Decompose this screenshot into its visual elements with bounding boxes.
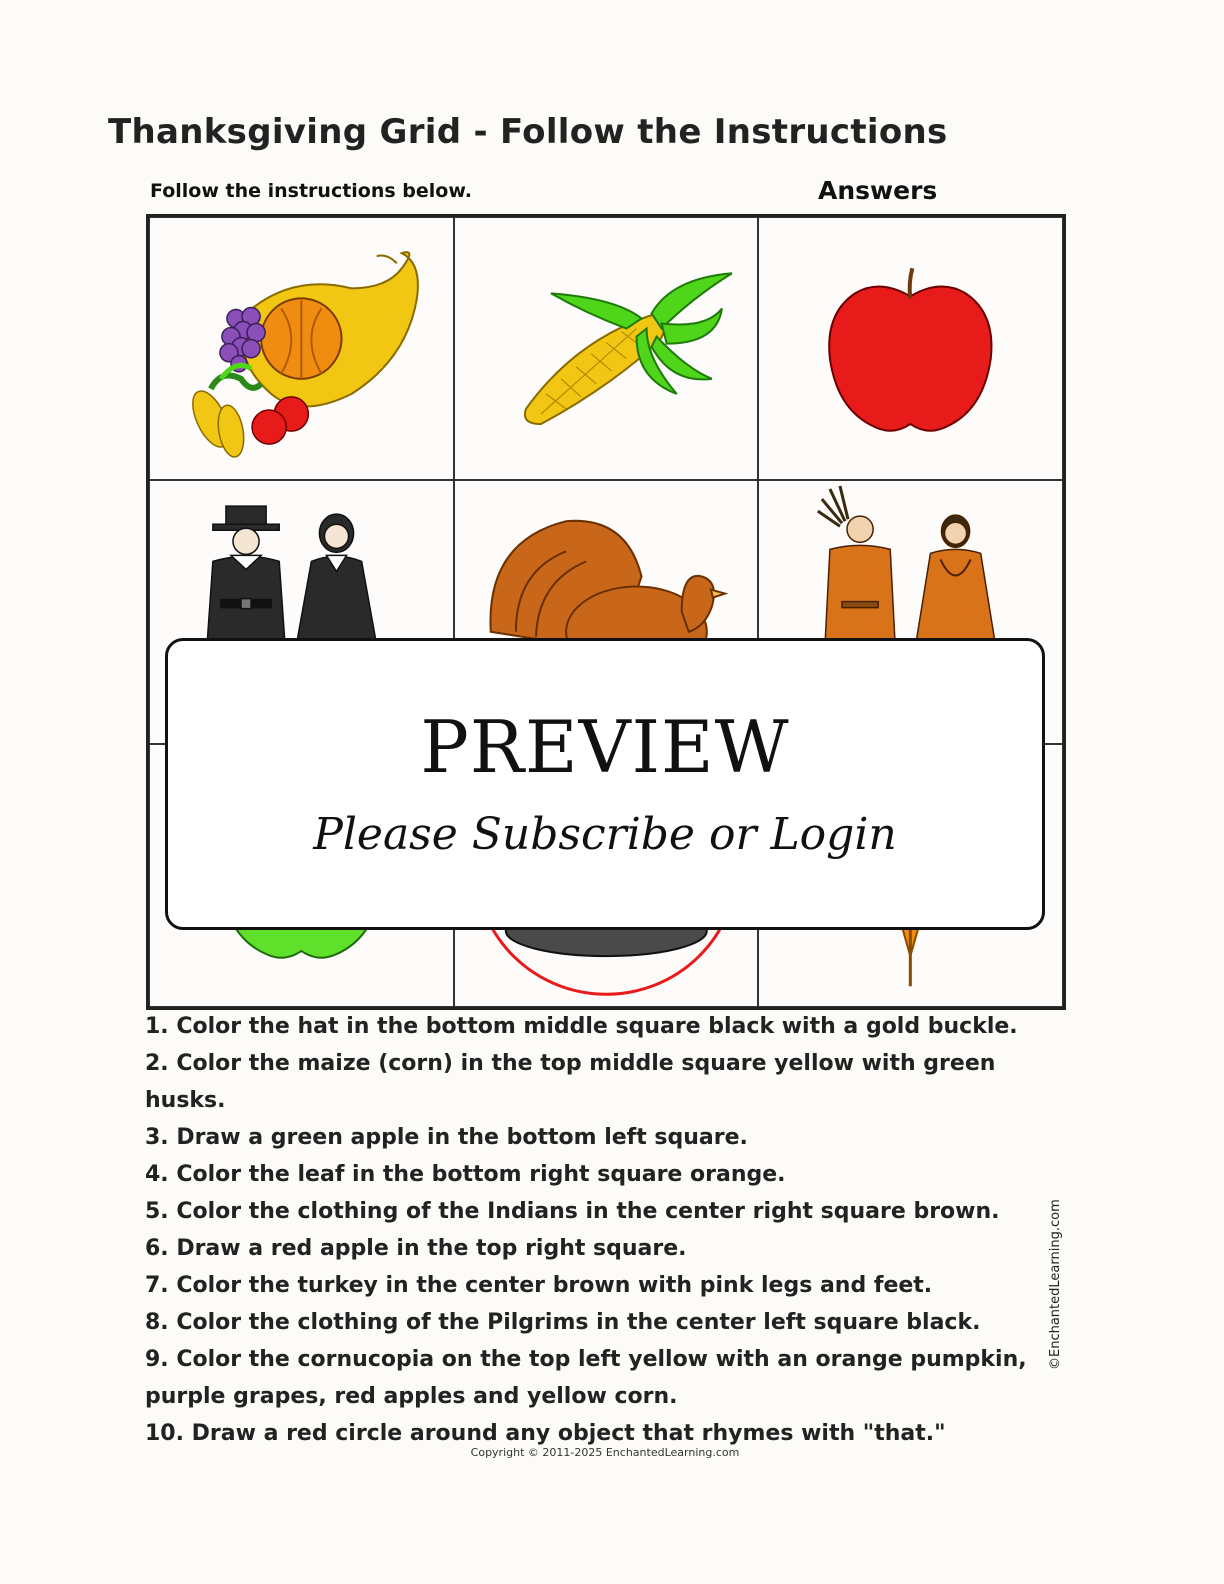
instruction-item: 3. Draw a green apple in the bottom left square. [145, 1125, 748, 1150]
subscribe-login-prompt[interactable]: Please Subscribe or Login [313, 809, 897, 860]
instruction-item: 10. Draw a red circle around any object that rhymes with "that." [145, 1421, 946, 1446]
instruction-item: 2. Color the maize (corn) in the top middle square yellow with green husks. [145, 1051, 996, 1113]
instructions-list [145, 1008, 1045, 1452]
instruction-item: 1. Color the hat in the bottom middle square black with a gold buckle. [145, 1014, 1018, 1039]
cell-red-apple [758, 217, 1063, 480]
instruction-item: 8. Color the clothing of the Pilgrims in the center left square black. [145, 1310, 981, 1335]
side-credit: ©EnchantedLearning.com [1048, 1199, 1063, 1370]
answers-label: Answers [818, 176, 938, 205]
maize-illustration [455, 218, 758, 479]
cornucopia-illustration [150, 218, 453, 479]
preview-overlay[interactable] [165, 638, 1045, 930]
red-apple-illustration [759, 218, 1062, 479]
instruction-item: 6. Draw a red apple in the top right square. [145, 1236, 687, 1261]
cell-maize [454, 217, 759, 480]
instruction-item: 5. Color the clothing of the Indians in the center right square brown. [145, 1199, 1000, 1224]
instructions-header: Follow the instructions below. [150, 180, 472, 202]
instruction-item: 4. Color the leaf in the bottom right square orange. [145, 1162, 786, 1187]
page-title: Thanksgiving Grid - Follow the Instructions [108, 112, 948, 152]
cell-cornucopia [149, 217, 454, 480]
instruction-item: 7. Color the turkey in the center brown with pink legs and feet. [145, 1273, 933, 1298]
preview-title: PREVIEW [420, 705, 790, 789]
instruction-item: 9. Color the cornucopia on the top left yellow with an orange pumpkin, purple grapes, red apples and yellow corn. [145, 1347, 1027, 1409]
copyright-footer: Copyright © 2011-2025 EnchantedLearning.com [470, 1446, 740, 1459]
